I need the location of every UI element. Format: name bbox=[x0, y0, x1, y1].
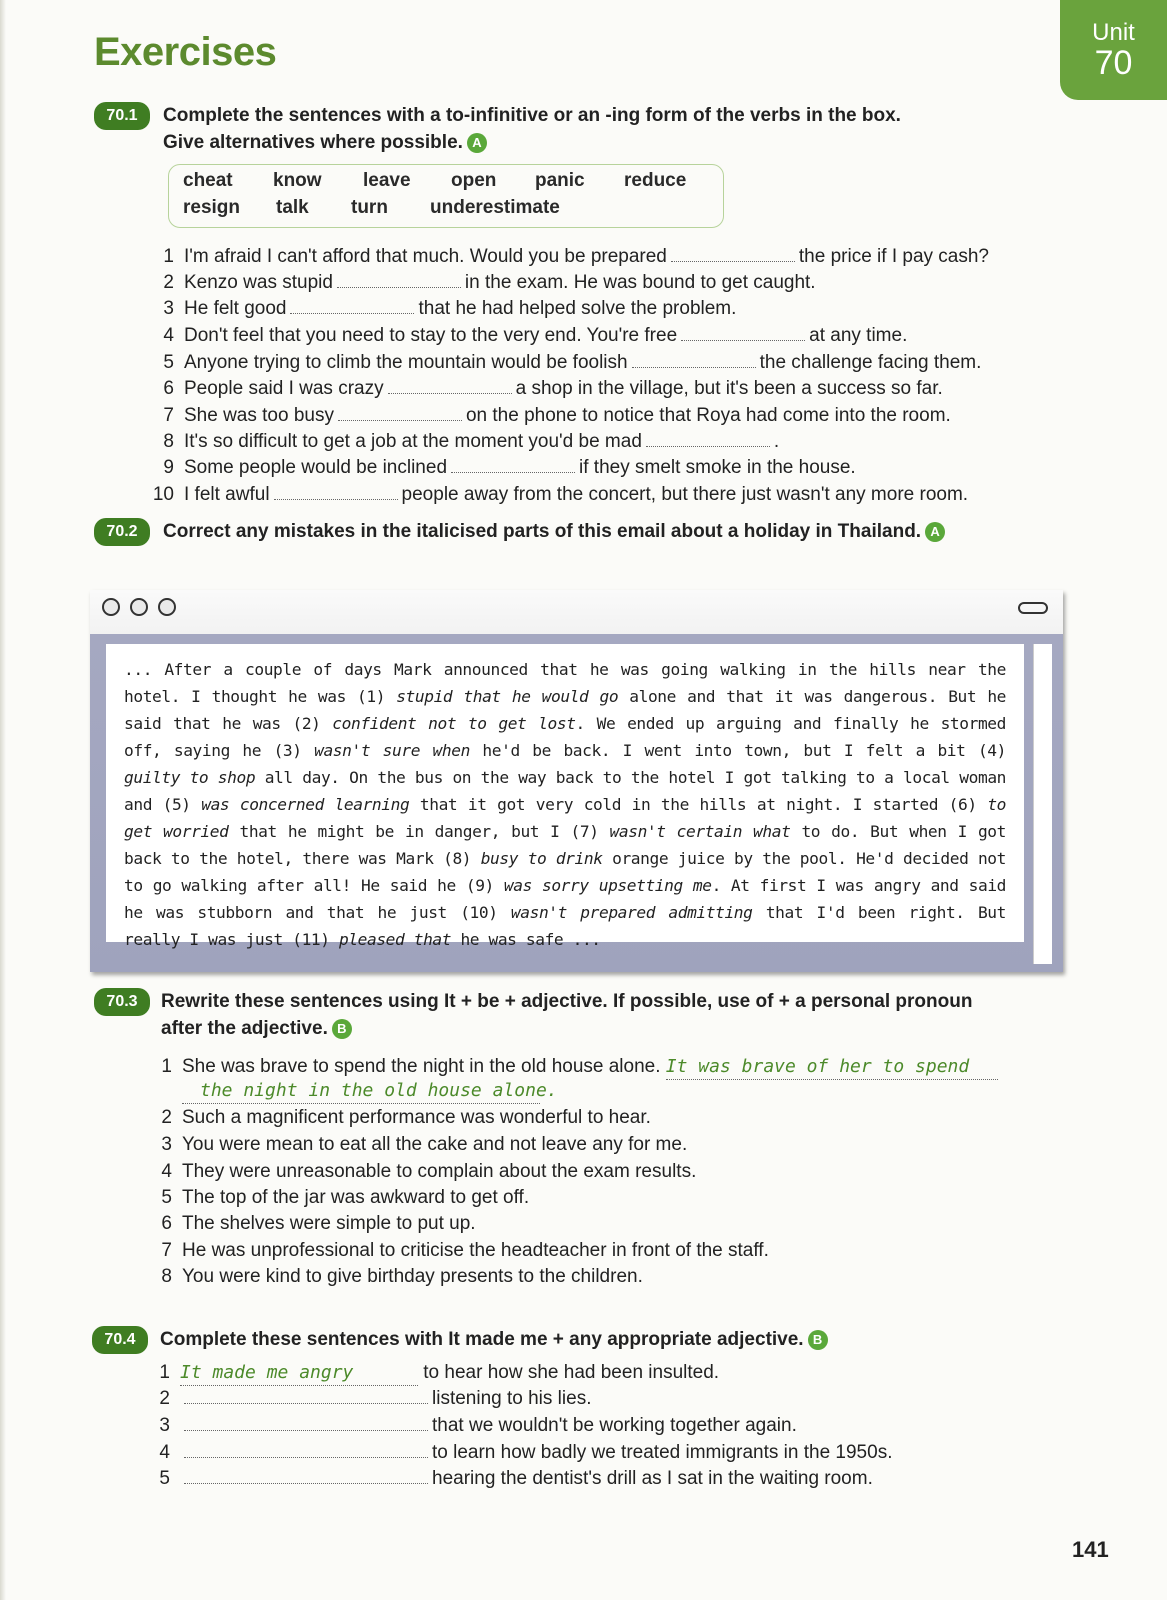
italic-phrase: wasn't certain what bbox=[609, 822, 791, 841]
word-box-word: know bbox=[273, 170, 322, 191]
exercise-70-1-instruction bbox=[163, 102, 901, 156]
word-box-word: talk bbox=[276, 197, 309, 218]
exercise-70-1-item bbox=[150, 429, 779, 454]
word-box-word: underestimate bbox=[430, 197, 560, 218]
text-segment: 2 bbox=[161, 1107, 172, 1128]
text-segment: 5 bbox=[159, 1468, 170, 1489]
exercise-70-1-item bbox=[150, 350, 981, 375]
text-segment: 1 bbox=[163, 246, 174, 267]
exercise-70-4-item bbox=[150, 1466, 873, 1491]
text-segment: You were kind to give birthday presents to the children. bbox=[182, 1266, 643, 1287]
text-segment: Complete these sentences with bbox=[160, 1329, 449, 1350]
text-segment: I felt awful bbox=[184, 484, 270, 505]
exercise-70-3-item bbox=[150, 1185, 529, 1210]
text-segment: Don't feel that you need to stay to the very end. You're free bbox=[184, 325, 678, 346]
text-segment: Rewrite these sentences using bbox=[161, 991, 444, 1012]
grammar-ref-badge: B bbox=[332, 1019, 352, 1039]
window-minimize-button[interactable] bbox=[130, 598, 148, 616]
exercise-70-4-item bbox=[150, 1413, 797, 1438]
text-segment: ... After a couple of days Mark announced that he was going walking in the hills near the hotel. I thought he was (1) bbox=[124, 660, 1006, 706]
exercise-70-3-item bbox=[150, 1132, 687, 1157]
grammar-ref-badge: A bbox=[467, 133, 487, 153]
text-segment: Some people would be inclined bbox=[184, 457, 448, 478]
unit-number: 70 bbox=[1094, 44, 1133, 82]
exercise-70-3-item bbox=[150, 1238, 769, 1263]
answer-blank[interactable] bbox=[184, 1441, 428, 1458]
word-box-word: leave bbox=[363, 170, 411, 191]
exercise-70-1-item bbox=[150, 270, 816, 295]
text-segment: 6 bbox=[161, 1213, 172, 1234]
text-segment: + any appropriate adjective. bbox=[547, 1329, 804, 1350]
text-segment: that he had helped solve the problem. bbox=[418, 298, 737, 319]
text-segment: people away from the concert, but there just wasn't any more room. bbox=[401, 484, 969, 505]
exercise-badge-70-3: 70.3 bbox=[94, 988, 150, 1016]
answer-blank[interactable] bbox=[274, 483, 398, 500]
text-segment: 5 bbox=[161, 1187, 172, 1208]
text-segment: 5 bbox=[163, 352, 174, 373]
window-toolbar-toggle[interactable] bbox=[1018, 602, 1048, 614]
text-segment: a shop in the village, but it's been a success so far. bbox=[515, 378, 943, 399]
text-segment: 3 bbox=[161, 1134, 172, 1155]
answer-blank[interactable] bbox=[338, 404, 462, 421]
window-close-button[interactable] bbox=[102, 598, 120, 616]
text-segment: 2 bbox=[159, 1388, 170, 1409]
answer-blank[interactable] bbox=[671, 245, 795, 262]
exercise-70-1-item bbox=[150, 403, 951, 428]
text-segment: 6 bbox=[163, 378, 174, 399]
text-segment: 8 bbox=[163, 431, 174, 452]
page-title: Exercises bbox=[94, 30, 277, 74]
text-segment: in the exam. He was bound to get caught. bbox=[464, 272, 816, 293]
text-segment: She was too busy bbox=[184, 405, 334, 426]
grammar-ref-badge: A bbox=[925, 522, 945, 542]
text-segment: It made me angry bbox=[180, 1362, 354, 1383]
text-segment: People said I was crazy bbox=[184, 378, 384, 399]
text-segment: You were mean to eat all the cake and not leave any for me. bbox=[182, 1134, 688, 1155]
exercise-70-3-example-cont bbox=[182, 1078, 558, 1104]
exercise-70-1-item bbox=[150, 323, 907, 348]
word-box-word: resign bbox=[183, 197, 241, 218]
text-segment: listening to his lies. bbox=[432, 1388, 592, 1409]
exercise-70-4-item bbox=[150, 1360, 719, 1386]
italic-phrase: pleased that bbox=[338, 930, 452, 949]
text-segment: after the adjective. bbox=[161, 1018, 328, 1039]
text-segment: 7 bbox=[163, 405, 174, 426]
italic-phrase: wasn't sure when bbox=[314, 741, 470, 760]
text-segment: to do. But when I got back to the hotel, there was Mark (8) bbox=[124, 822, 1006, 868]
text-segment: all day. On the bus on the way back to the hotel I got talking to a local woman and (5) bbox=[124, 768, 1007, 814]
window-zoom-button[interactable] bbox=[158, 598, 176, 616]
exercise-70-3-item bbox=[150, 1264, 643, 1289]
text-segment: 1 bbox=[161, 1056, 172, 1077]
text-segment: I'm afraid I can't afford that much. Would you be prepared bbox=[184, 246, 667, 267]
exercise-70-3-instruction bbox=[161, 988, 972, 1042]
answer-blank[interactable] bbox=[451, 456, 575, 473]
text-segment: if they smelt smoke in the house. bbox=[579, 457, 856, 478]
handwritten-answer bbox=[180, 1360, 418, 1386]
text-segment: She was brave to spend the night in the old house alone. bbox=[182, 1056, 661, 1077]
italic-phrase: confident not to get lost bbox=[332, 714, 576, 733]
text-segment: . If possible, use bbox=[602, 991, 756, 1012]
page-edge-shadow bbox=[0, 0, 6, 1600]
text-segment: 3 bbox=[163, 298, 174, 319]
text-segment: Anyone trying to climb the mountain would be foolish bbox=[184, 352, 628, 373]
email-body bbox=[106, 644, 1024, 949]
answer-blank[interactable] bbox=[290, 297, 414, 314]
text-segment: The shelves were simple to put up. bbox=[182, 1213, 476, 1234]
text-segment: 4 bbox=[163, 325, 174, 346]
text-segment: to learn how badly we treated immigrants in the 1950s. bbox=[432, 1442, 893, 1463]
exercise-70-2-instruction bbox=[163, 518, 945, 545]
text-segment: He felt good bbox=[184, 298, 287, 319]
grammar-ref-badge: B bbox=[808, 1330, 828, 1350]
text-segment: Such a magnificent performance was wonderful to hear. bbox=[182, 1107, 651, 1128]
exercise-70-3-item bbox=[150, 1105, 651, 1130]
handwritten-answer: the night in the old house alone. bbox=[182, 1078, 540, 1104]
answer-blank[interactable] bbox=[632, 351, 756, 368]
exercise-70-3-item bbox=[150, 1211, 476, 1236]
text-segment: It made me bbox=[448, 1329, 548, 1350]
italic-phrase: was concerned learning bbox=[201, 795, 410, 814]
exercise-70-1-item bbox=[150, 244, 989, 269]
answer-blank[interactable] bbox=[184, 1414, 428, 1431]
handwritten-answer: It was brave of her to spend bbox=[666, 1054, 998, 1080]
exercise-70-4-item bbox=[150, 1386, 591, 1411]
text-segment: the price if I pay cash? bbox=[798, 246, 989, 267]
text-segment: . bbox=[773, 431, 780, 452]
instr-text: Complete the sentences with a bbox=[163, 105, 446, 126]
exercise-badge-70-4: 70.4 bbox=[92, 1326, 148, 1354]
word-box-word: panic bbox=[535, 170, 585, 191]
exercise-70-4-instruction bbox=[160, 1326, 828, 1353]
instr-text: or an bbox=[548, 105, 606, 126]
exercise-70-1-item bbox=[150, 376, 943, 401]
instr-bold: to-infinitive bbox=[445, 105, 549, 126]
word-box-word: cheat bbox=[183, 170, 233, 191]
page-number: 141 bbox=[1072, 1537, 1109, 1562]
text-segment: 2 bbox=[163, 272, 174, 293]
text-segment: . At first I was angry and said he was stubborn and that he just (10) bbox=[124, 876, 1007, 922]
text-segment: Kenzo was stupid bbox=[184, 272, 333, 293]
text-segment: that we wouldn't be working together again. bbox=[432, 1415, 797, 1436]
exercise-badge-70-1: 70.1 bbox=[94, 102, 150, 130]
exercise-70-1-item bbox=[150, 482, 968, 507]
text-segment: It's so difficult to get a job at the moment you'd be mad bbox=[184, 431, 642, 452]
unit-label: Unit bbox=[1092, 19, 1135, 46]
italic-phrase: stupid that he would go bbox=[396, 687, 619, 706]
text-segment: of + a personal pronoun bbox=[755, 991, 973, 1012]
italic-phrase: busy to drink bbox=[480, 849, 603, 868]
text-segment: he was safe ... bbox=[451, 930, 601, 949]
text-segment: 4 bbox=[161, 1161, 172, 1182]
exercise-70-1-item bbox=[150, 296, 736, 321]
email-scrollbar[interactable] bbox=[1033, 644, 1052, 964]
answer-blank[interactable] bbox=[646, 430, 770, 447]
text-segment: 10 bbox=[152, 484, 174, 505]
answer-blank[interactable] bbox=[184, 1387, 428, 1404]
italic-phrase: guilty to shop bbox=[124, 768, 256, 787]
instr-text: form of the verbs in the box. bbox=[640, 105, 901, 126]
text-segment: that he might be in danger, but I (7) bbox=[228, 822, 610, 841]
italic-phrase: was sorry upsetting me bbox=[503, 876, 712, 895]
instr-text: Give alternatives where possible. bbox=[163, 132, 463, 153]
exercise-70-4-item bbox=[150, 1440, 892, 1465]
text-segment: He was unprofessional to criticise the headteacher in front of the staff. bbox=[182, 1240, 769, 1261]
text-segment: The top of the jar was awkward to get off. bbox=[182, 1187, 530, 1208]
answer-blank[interactable] bbox=[337, 271, 461, 288]
word-box bbox=[168, 164, 724, 228]
answer-blank[interactable] bbox=[388, 377, 512, 394]
exercise-badge-70-2: 70.2 bbox=[94, 518, 150, 546]
text-segment: They were unreasonable to complain about the exam results. bbox=[182, 1161, 697, 1182]
unit-tab bbox=[1060, 0, 1167, 100]
text-segment: alone and that it was dangerous. But he said that he was (2) bbox=[124, 687, 1007, 733]
word-box-word: reduce bbox=[624, 170, 687, 191]
text-segment: 7 bbox=[161, 1240, 172, 1261]
italic-phrase: to get worried bbox=[124, 795, 1007, 841]
text-segment: the challenge facing them. bbox=[759, 352, 982, 373]
text-segment: to hear how she had been insulted. bbox=[423, 1362, 720, 1383]
text-segment: 3 bbox=[159, 1415, 170, 1436]
answer-blank[interactable] bbox=[681, 324, 805, 341]
exercise-70-1-item bbox=[150, 455, 856, 480]
text-segment: 8 bbox=[161, 1266, 172, 1287]
text-segment: 1 bbox=[159, 1362, 170, 1383]
text-segment: that I'd been right. But really I was just (11) bbox=[124, 903, 1006, 949]
text-segment: orange juice by the pool. He'd decided not to go walking after all! He said he (9) bbox=[124, 849, 1006, 895]
text-segment: It + be + adjective bbox=[444, 991, 603, 1012]
exercise-70-3-example bbox=[150, 1054, 998, 1080]
text-segment: on the phone to notice that Roya had come into the room. bbox=[465, 405, 951, 426]
text-segment: he'd be back. I went into town, but I felt a bit (4) bbox=[469, 741, 1006, 760]
text-segment: 9 bbox=[163, 457, 174, 478]
email-window bbox=[90, 590, 1063, 972]
text-segment: 4 bbox=[159, 1442, 170, 1463]
text-segment: . We ended up arguing and finally he stormed off, saying he (3) bbox=[124, 714, 1006, 760]
text-segment: Correct any mistakes in the italicised parts of this email about a holiday in Thailand. bbox=[163, 521, 922, 542]
text-segment: that it got very cold in the hills at night. I started (6) bbox=[409, 795, 988, 814]
instr-bold: -ing bbox=[605, 105, 641, 126]
italic-phrase: wasn't prepared admitting bbox=[510, 903, 753, 922]
text-segment: at any time. bbox=[809, 325, 908, 346]
word-box-word: turn bbox=[351, 197, 388, 218]
word-box-word: open bbox=[451, 170, 497, 191]
answer-blank[interactable] bbox=[184, 1467, 428, 1484]
text-segment: hearing the dentist's drill as I sat in the waiting room. bbox=[432, 1468, 873, 1489]
exercise-70-3-item bbox=[150, 1159, 696, 1184]
